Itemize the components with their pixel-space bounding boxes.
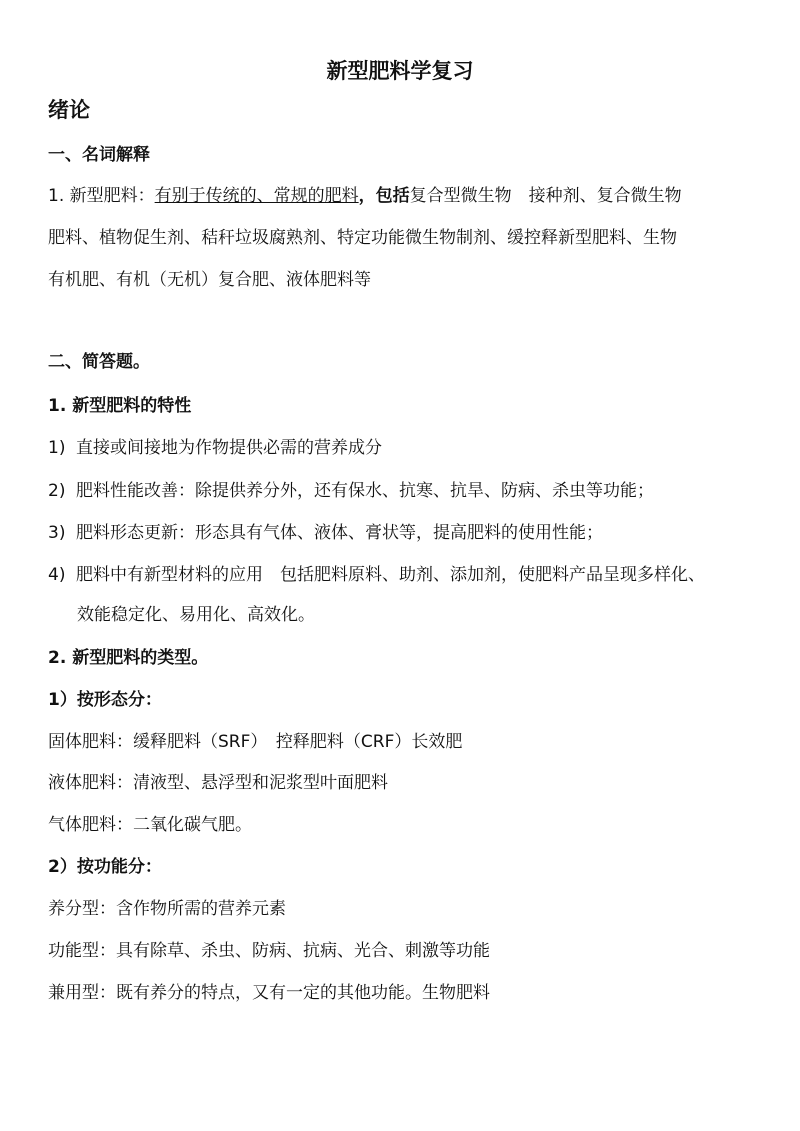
heading-term-definitions: 一、名词解释 — [48, 145, 150, 165]
heading-by-function: 2）按功能分： — [48, 857, 162, 877]
definition-line-2: 肥料、植物促生剂、秸秆垃圾腐熟剂、特定功能微生物制剂、缓控释新型肥料、生物 — [48, 228, 677, 248]
definition-prefix: 1. 新型肥料： — [48, 186, 155, 206]
gas-fertilizer-line: 气体肥料：二氧化碳气肥。 — [48, 815, 252, 835]
list-item-text: 肥料中有新型材料的应用 包括肥料原料、助剂、添加剂，使肥料产品呈现多样化、 — [76, 565, 705, 585]
document-title: 新型肥料学复习 — [326, 59, 474, 83]
liquid-fertilizer-line: 液体肥料：清液型、悬浮型和泥浆型叶面肥料 — [48, 773, 388, 793]
definition-rest: 复合型微生物 接种剂、复合微生物 — [409, 186, 682, 206]
list-item — [48, 563, 705, 587]
list-item — [48, 479, 654, 503]
list-item-number: 1) — [48, 438, 66, 458]
list-item — [48, 436, 382, 460]
list-item-number: 4) — [48, 565, 66, 585]
solid-fertilizer-line: 固体肥料：缓释肥料（SRF） 控释肥料（CRF）长效肥 — [48, 732, 463, 752]
list-item-continuation: 效能稳定化、易用化、高效化。 — [77, 605, 315, 625]
list-item-text: 直接或间接地为作物提供必需的营养成分 — [76, 438, 382, 458]
definition-line-1 — [48, 184, 682, 208]
list-item — [48, 521, 603, 545]
section-heading-intro: 绪论 — [48, 98, 90, 122]
heading-short-answer: 二、简答题。 — [48, 352, 150, 372]
list-item-number: 2) — [48, 481, 66, 501]
list-item-text: 肥料形态更新：形态具有气体、液体、膏状等，提高肥料的使用性能； — [76, 523, 603, 543]
heading-q1-properties: 1. 新型肥料的特性 — [48, 396, 192, 416]
definition-line-3: 有机肥、有机（无机）复合肥、液体肥料等 — [48, 270, 371, 290]
functional-type-line: 功能型：具有除草、杀虫、防病、抗病、光合、刺激等功能 — [48, 941, 490, 961]
list-item-number: 3) — [48, 523, 66, 543]
definition-underlined: 有别于传统的、常规的肥料 — [154, 186, 359, 206]
dual-type-line: 兼用型：既有养分的特点，又有一定的其他功能。生物肥料 — [48, 983, 490, 1003]
heading-q2-types: 2. 新型肥料的类型。 — [48, 648, 209, 668]
heading-by-form: 1）按形态分： — [48, 690, 162, 710]
list-item-text: 肥料性能改善：除提供养分外，还有保水、抗寒、抗旱、防病、杀虫等功能； — [76, 481, 654, 501]
nutrient-type-line: 养分型：含作物所需的营养元素 — [48, 899, 286, 919]
definition-bold: ，包括 — [358, 186, 410, 206]
